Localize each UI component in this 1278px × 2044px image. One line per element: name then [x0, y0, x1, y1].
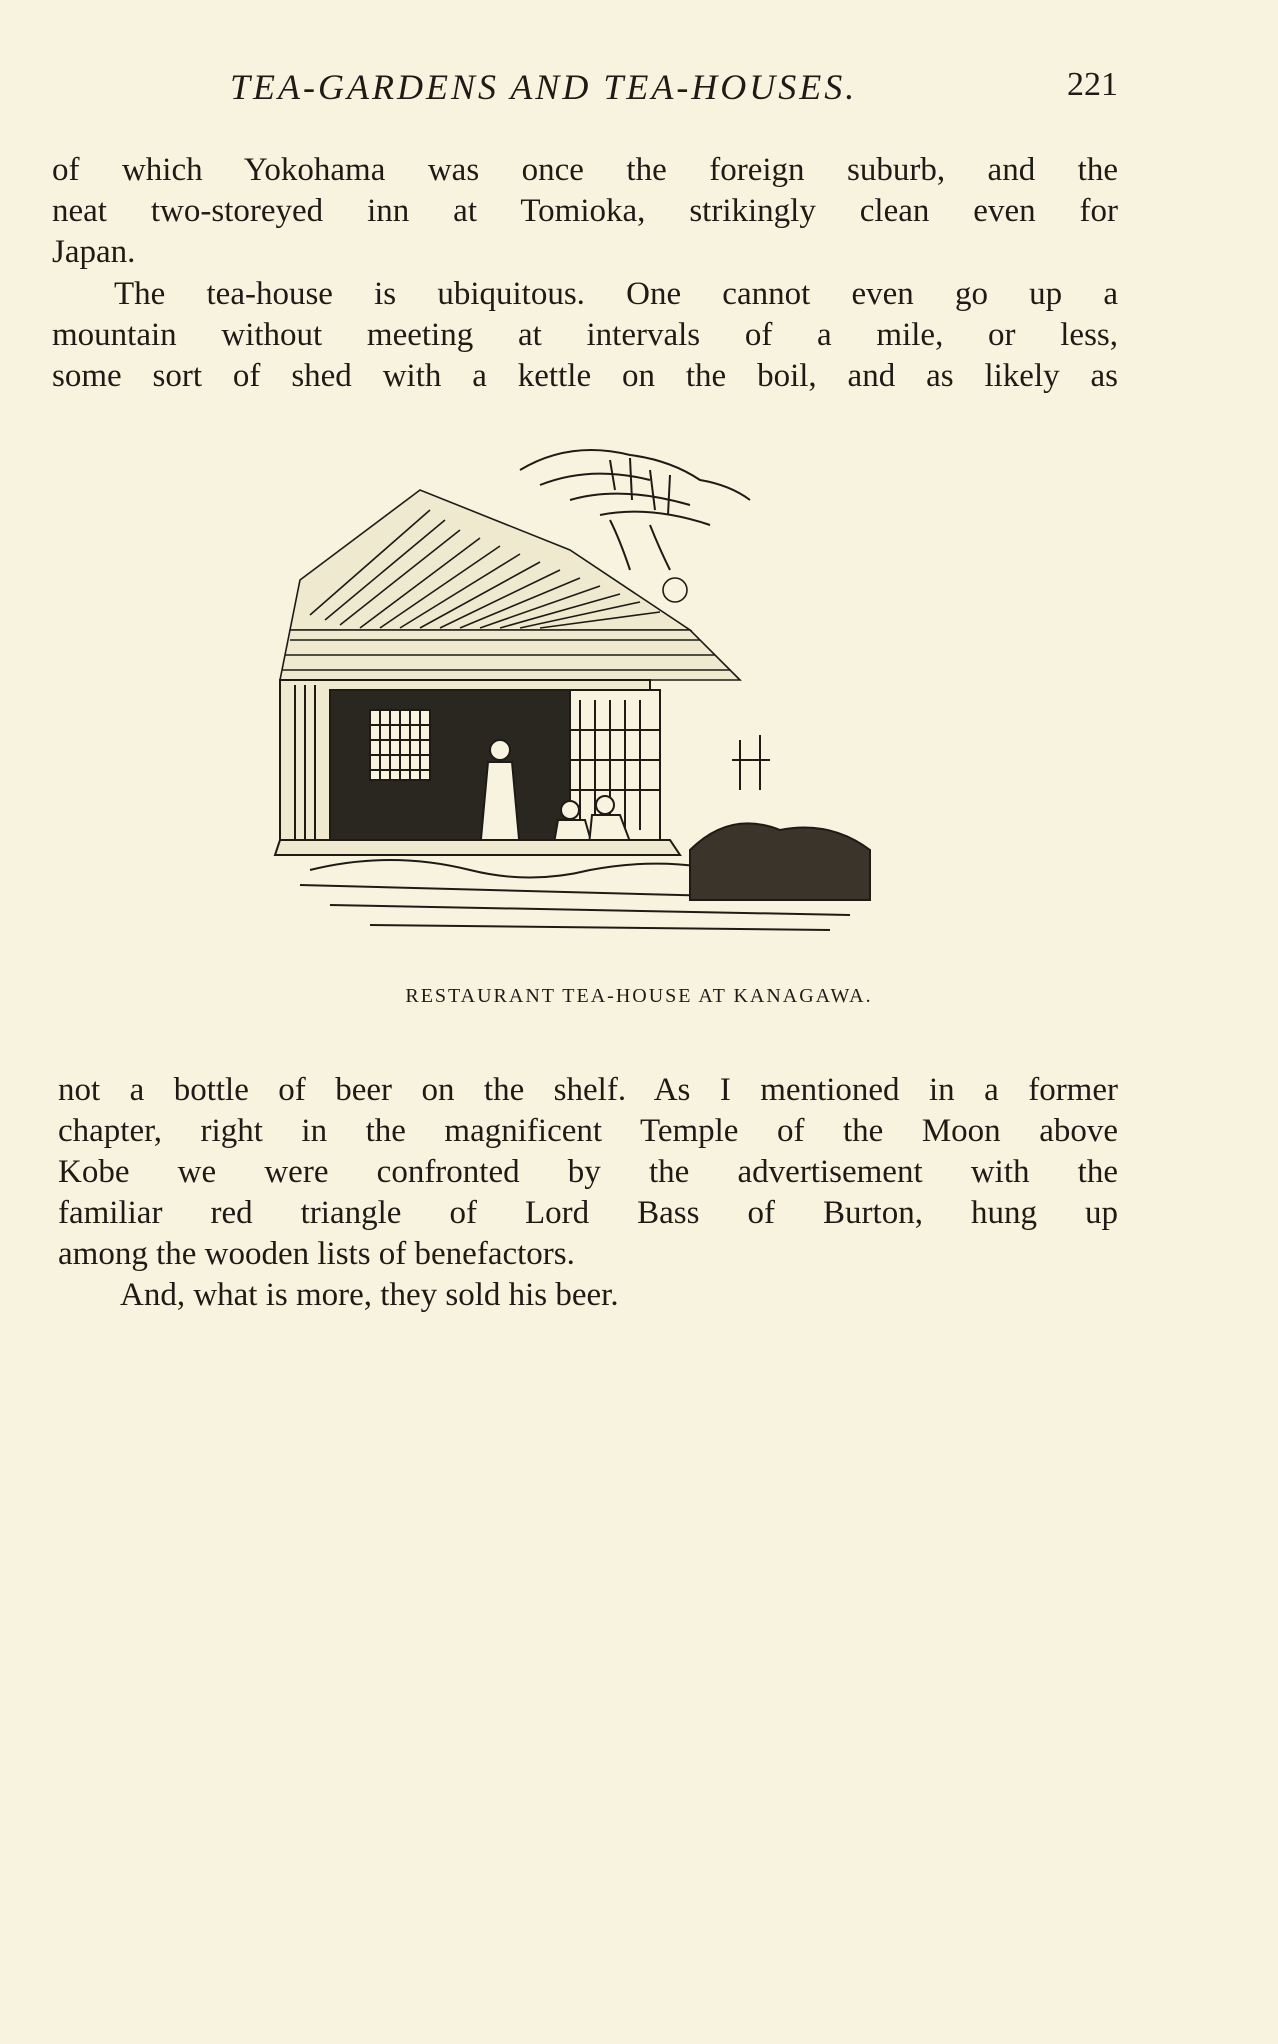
paragraph-3	[58, 1070, 1118, 1275]
paragraph-1	[52, 150, 1118, 273]
text-line: some sort of shed with a kettle on the boil, and as likely as	[52, 358, 1118, 394]
text-line: mountain without meeting at intervals of a mile, or less,	[52, 317, 1118, 353]
text-line: not a bottle of beer on the shelf. As I mentioned in a former	[58, 1072, 1118, 1108]
text-line: chapter, right in the magnificent Temple of the Moon above	[58, 1113, 1118, 1149]
text-line: The tea-house is ubiquitous. One cannot even go up a	[114, 276, 1118, 312]
tea-house-illustration	[270, 430, 910, 950]
text-line: familiar red triangle of Lord Bass of Burton, hung up	[58, 1195, 1118, 1231]
paragraph-2	[52, 274, 1118, 397]
paragraph-4	[58, 1275, 1124, 1316]
running-title: TEA-GARDENS AND TEA-HOUSES.	[230, 67, 858, 107]
text-line: Kobe we were confronted by the advertisement with the	[58, 1154, 1118, 1190]
roof	[280, 490, 740, 680]
figure-caption: RESTAURANT TEA-HOUSE AT KANAGAWA.	[405, 985, 873, 1007]
text-line: of which Yokohama was once the foreign suburb, and the	[52, 152, 1118, 188]
text-line: among the wooden lists of benefactors.	[58, 1236, 575, 1272]
page-number: 221	[1067, 66, 1118, 103]
running-header	[52, 66, 1118, 114]
text-line: Japan.	[52, 234, 136, 270]
text-line: neat two-storeyed inn at Tomioka, strikingly clean even for	[52, 193, 1118, 229]
text-line: And, what is more, they sold his beer.	[120, 1277, 619, 1313]
